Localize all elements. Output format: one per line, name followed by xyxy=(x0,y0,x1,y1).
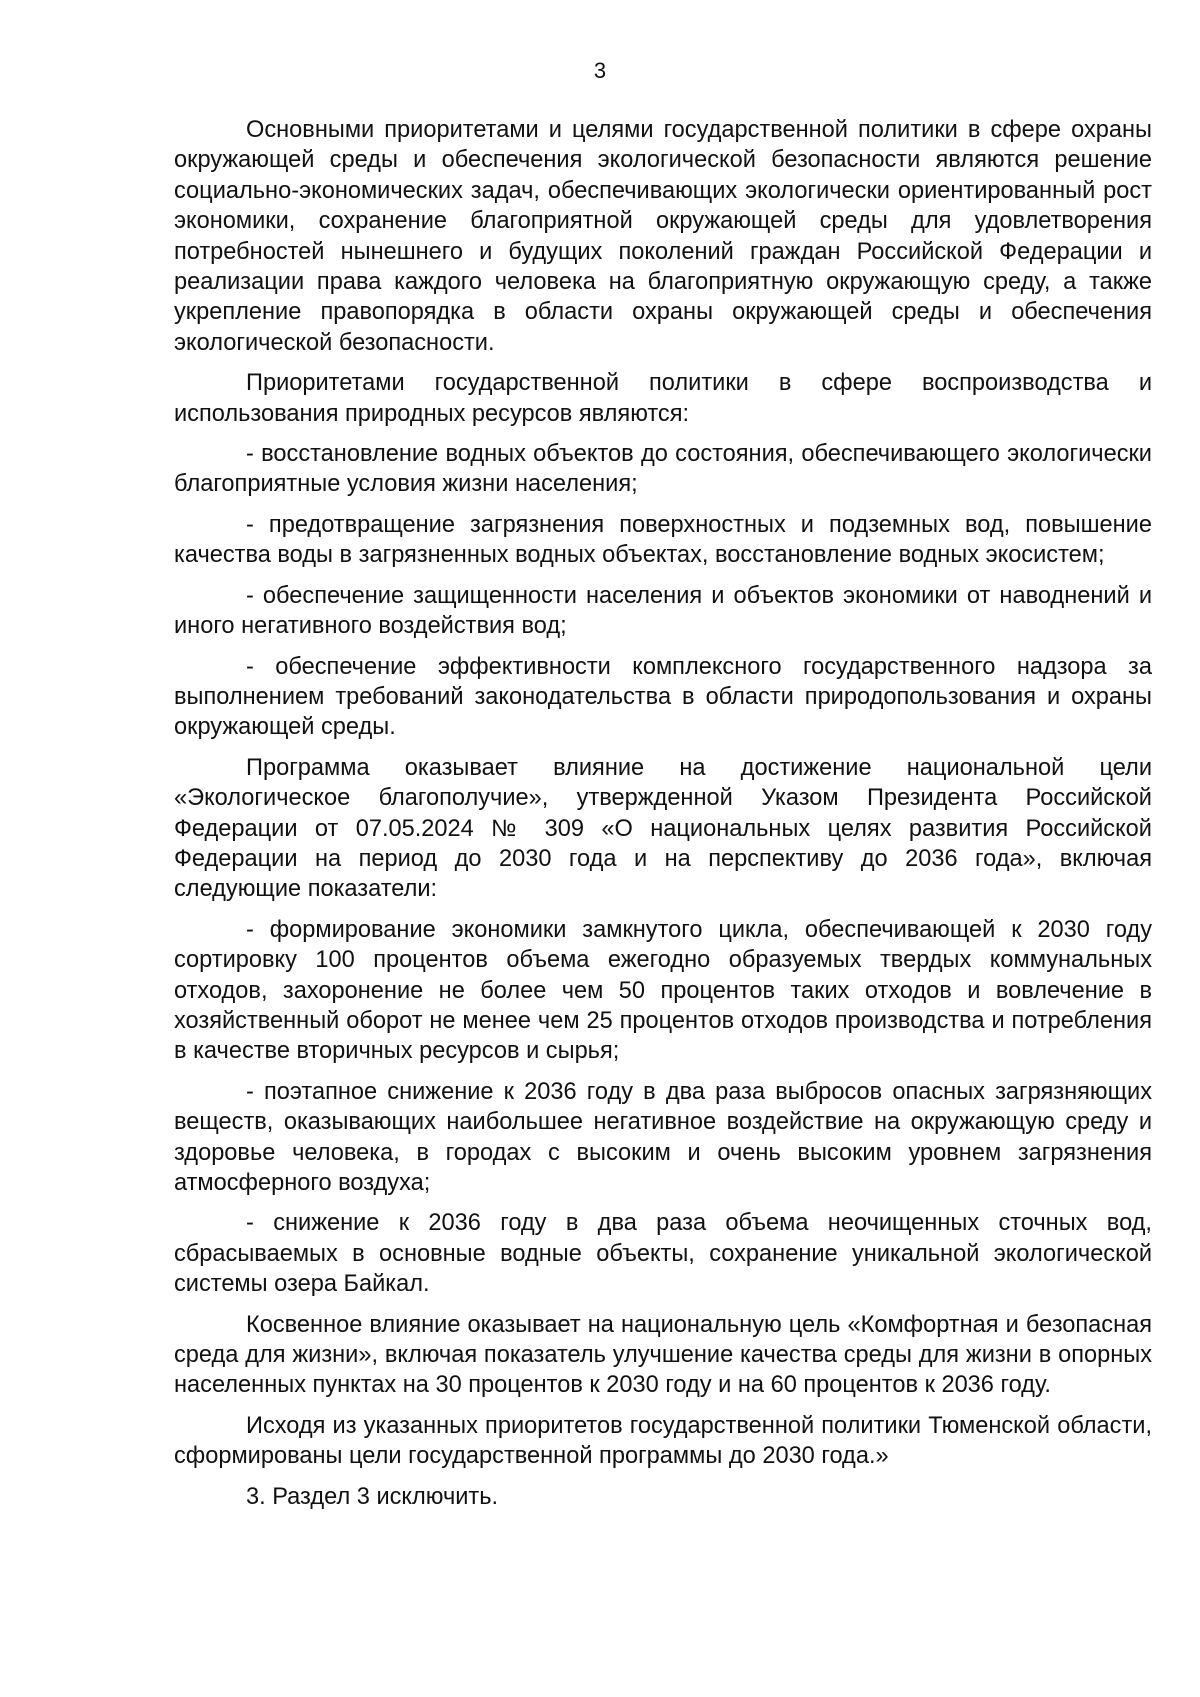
page-number: 3 xyxy=(593,58,607,83)
list-item-wastewater-reduction: - снижение к 2036 году в два раза объема неочищенных сточных вод, сбрасываемых в основные водные объекты, сохранение уникальной экологической системы озера Байкал. xyxy=(174,1210,1152,1298)
paragraph-section-removal: 3. Раздел 3 исключить. xyxy=(246,1483,499,1510)
list-item-emissions-reduction: - поэтапное снижение к 2036 году в два раза выбросов опасных загрязняющих веществ, оказывающих наибольшее негативное воздействие на окружающую среду и здоровье человека, в городах с высоким и очень высоким уровнем загрязнения атмосферного воздуха; xyxy=(174,1078,1152,1196)
list-item-state-supervision: - обеспечение эффективности комплексного государственного надзора за выполнением требований законодательства в области природопользования и охраны окружающей среды. xyxy=(174,653,1152,741)
paragraph-indirect-influence: Косвенное влияние оказывает на национальную цель «Комфортная и безопасная среда для жизни», включая показатель улучшение качества среды для жизни в опорных населенных пунктах на 30 процентов к 2030 году и на 60 процентов к 2036 году. xyxy=(174,1311,1152,1399)
list-item-flood-protection: - обеспечение защищенности населения и объектов экономики от наводнений и иного негативного воздействия вод; xyxy=(174,582,1152,640)
paragraph-priorities-environment: Основными приоритетами и целями государственной политики в сфере охраны окружающей среды и обеспечения экологической безопасности являются решение социально-экономических задач, обеспечивающих экологически ориентированный рост экономики, сохранение благоприятной окружающей среды для удовлетворения потребностей нынешнего и будущих поколений граждан Российской Федерации и реализации права каждого человека на благоприятную окружающую среду, а также укрепление правопорядка в области охраны окружающей среды и обеспечения экологической безопасности. xyxy=(174,117,1152,356)
list-item-pollution-prevention: - предотвращение загрязнения поверхностных и подземных вод, повышение качества воды в загрязненных водных объектах, восстановление водных экосистем; xyxy=(174,511,1152,569)
list-item-circular-economy: - формирование экономики замкнутого цикла, обеспечивающей к 2030 году сортировку 100 процентов объема ежегодно образуемых твердых коммунальных отходов, захоронение не более чем 50 процентов таких отходов и вовлечение в хозяйственный оборот не менее чем 25 процентов отходов производства и потребления в качестве вторичных ресурсов и сырья; xyxy=(174,916,1152,1065)
paragraph-priorities-resources: Приоритетами государственной политики в сфере воспроизводства и использования природных ресурсов являются: xyxy=(174,370,1152,427)
list-item-water-restoration: - восстановление водных объектов до состояния, обеспечивающего экологически благоприятные условия жизни населения; xyxy=(174,441,1152,498)
paragraph-program-goals: Исходя из указанных приоритетов государственной политики Тюменской области, сформированы цели государственной программы до 2030 года.» xyxy=(174,1412,1152,1470)
paragraph-national-goal: Программа оказывает влияние на достижение национальной цели «Экологическое благополучие», утвержденной Указом Президента Российской Федерации от 07.05.2024 № 309 «О национальных целях развития Российской Федерации на период до 2030 года и на перспективу до 2036 года», включая следующие показатели: xyxy=(174,754,1152,903)
document-body xyxy=(174,115,1152,1522)
